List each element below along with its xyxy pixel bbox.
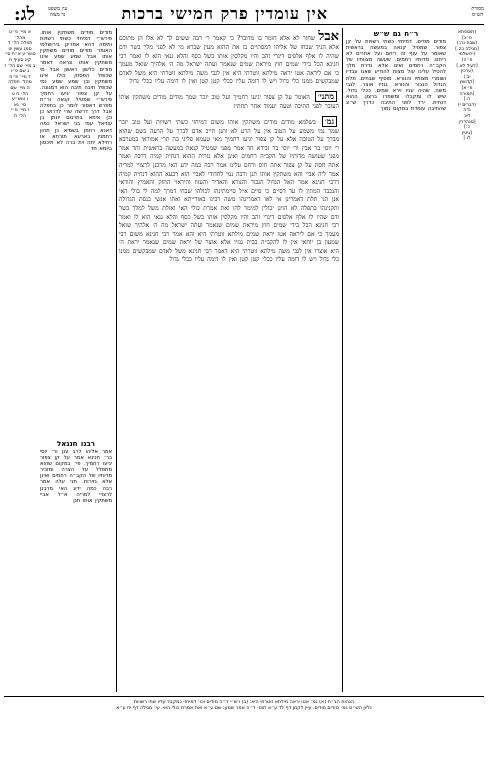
gemara-line: דאמר רבי חנינא משל לאדם שמבקשים ממנו [119,247,228,255]
masoret-reference: [סנהדרין [458,119,476,125]
rashi-line: שאנו עבדיו ושומרי מצותיו [346,69,446,82]
ein-mishpat-entry: הל׳ ח [14,113,26,119]
rabbenu-chananel-line: למריה [67,491,91,498]
rabbenu-chananel-heading: רבנו חננאל [57,440,95,448]
tosafot-commentary [40,30,112,430]
ein-mishpat-entry: סמג עשין יט [8,46,32,52]
ein-mishpat-entry: טוש״ע א״ח סי׳ [4,52,36,58]
gemara-line: לפני מלך בשר ודם שהיה לו אלף אלפים דינרי [119,44,339,60]
gemara-line: הכל בידי שמים חוץ מיראת שמים שנאמר [202,222,312,230]
gemara-line: משל למלך בשר ודם שהיו לו אלף אלפים [119,204,339,221]
ein-mishpat-entry: ז מיי׳ פ״י [10,108,30,114]
tosafot-line: לדרוש כן וכן איתא בתרגום [40,109,112,122]
masoret-reference: (שבת נה:) [456,41,478,47]
gemara-line: משתקין אותו תנן ורבה נמי לחדודי [204,170,292,178]
rabbenu-chananel-line: א״ל אביי [40,491,68,498]
column-divider-left [116,28,117,692]
rabbenu-chananel-line: רבה כמה [80,485,112,492]
rabbenu-chananel-line: רחמיך. פי׳ [70,461,100,468]
rabbenu-chananel-line: ואינן אלא [40,473,112,486]
masoret-reference: פ״ג] [462,35,472,41]
gemara-line: דרבי חנינא אמר האל הגדול הגבור [246,179,339,187]
masoret-reference: ה.] [463,97,471,103]
gemara-line: ואמר רבי חנינא הכל בידי שמים חוץ מיראת שמים [119,52,339,69]
gemara-line: בן יוחאי אין לו להקב״ה בבית גנזיו אלא [216,239,322,247]
tosafot-line: או רחילא יתה וית ברה [40,133,112,146]
gemara-line: דאמרינן אי לאו דאמרינהו משה רבינו [205,196,304,204]
mishna-label: מתני׳ [315,91,337,102]
rashi-line: רחמים ואינו אלא גזירת מלך [346,63,424,70]
masoret-reference: פ״א] [461,85,473,91]
gemara-line: אמר מפני שעושה מדותיו של הקב״ה רחמים [119,144,339,161]
tosafot-line: אינו משתקין אותו ונראה דאמר [40,54,112,67]
rashi-line: והנורא. מוסיף שבחים. תלת [346,75,412,82]
masoret-reference: [תמורה [459,91,475,97]
rabbenu-chananel [40,440,112,690]
gemara-line: אוצרו אין לגבי משה מילתא זוטרתי היא [227,247,328,255]
gemara-line: דמיחזי כשתי רשויות ועל טוב יזכר שמך [119,118,339,135]
gemara-line: ר׳ יוסי בר אבין ור׳ יוסי בר זבידא חד אמר [230,144,339,152]
rabbenu-chananel-line: מרבנן [40,485,53,492]
footer-rule [4,696,484,697]
ein-mishpat-entry: ב מיי׳ שם הל׳ ז [4,63,36,69]
masoret-reference: [קדושין [459,80,475,86]
ein-mishpat-entry: ג שם פ״ו [10,69,30,75]
gemara-line: ששים לך לא אלו הן מתוכם אלא הגיד שבחו של [119,35,339,51]
gemara-line: באורייתא ואתו אנשי כנסת הגדולה [119,196,206,204]
tosafot-line: בתפלה אבל דרך דרשה שרי [40,103,112,116]
mishna-text: האומר על קן צפור יגיעו רחמיך ועל טוב יזכר שמך מודים מודים משתקין אותו העובר לפני התיבה וטעה יעמוד אחר תחתיו [119,93,339,110]
gemara-line: דמרך למה לי כולי האי אנן הני תלת [119,187,339,204]
masoret-reference: (דברים י) [458,102,476,108]
masoret-reference: (ערכין [461,69,473,75]
footer-note: הגהות הב״ח (א) גמ׳ אטו יראה מילתא זוטרתי היא: (ב) רש״י ד״ה מודים וכו׳ דמיחזי כמקבל עליו שתי רשויות [133,700,355,705]
rabbenu-chananel-line: הקב״ה רחמים [49,473,87,480]
page-title: אין עומדין פרק חמישי ברכות [121,4,328,23]
footer-note: גליון הש״ס גמ׳ מודים מודים. עיין לקמן דף לד ע״א תוס׳ ד״ה אמר שמע: שם ע״א ואת אמרת כולי האי. עי׳ מגילה דף יח ע״א [116,706,372,711]
rabbenu-chananel-line: במקום שהוא [40,461,71,468]
page-footer-notes [6,700,482,752]
tosafot-line: יגיעו רחמיך פירש״י שמטיל קנאה [40,90,112,104]
rabbenu-chananel-line: עלה אמר [40,479,65,486]
rabbenu-chananel-line: הצרה ומזכיר [40,467,75,474]
masoret-reference: פ״ה) [461,57,473,63]
gemara-line: ואינן אלא גזרות ההוא דנחית קמיה דרבה [130,153,238,161]
tosafot-line: לא תיכסון ביומא חד [40,139,112,152]
masoret-hashas-heading: מסורת הש״ס [471,6,484,18]
opening-word: אבל [318,30,339,44]
rabbenu-chananel-line: מדותיו של [86,473,112,480]
rashi-commentary [346,30,446,690]
tosafot-line: וכן שמע שמע נמי שכופל תיבה [40,78,112,91]
rabbenu-chananel-line: אמר אליהו לרב [68,449,112,455]
masoret-reference: [תוספתא [457,30,476,35]
gemara-line: והנורא והאדיר והעזוז והיראוי החזק [154,179,247,187]
rashi-line: כדרך ש״צ שהתיבה [346,99,446,113]
page-header [0,4,488,24]
gemara-line: לגבי משה מילתא זוטרתי היא משל לאדם שמבקשים [119,69,339,86]
header-rule [4,24,484,25]
gemara-line: על הטובה אלא על קן צפור יגיעו רחמיך [221,136,324,144]
rabbenu-chananel-line: ידע האי [52,485,81,492]
rabbenu-chananel-line: לרצויי [90,491,112,498]
ein-mishpat-entry: ה מיי׳ שם [10,85,30,91]
ein-mishpat-entry: סי׳ נא [13,102,27,108]
rabbenu-chananel-line: גזירות. תני [64,479,97,486]
tosafot-line: תיבה הוא דמגונה. על קן צפור [40,84,112,97]
rashi-line: רחמים. שעשה מצוותיו של הקב״ה [346,57,446,70]
gemara-line: אם ליראה אטו יראה מילתא זוטרתי היא אין [219,69,332,77]
ein-mishpat-entry: הל׳ ח ט [11,91,29,97]
rashi-line: מודים מודים. דמיחזי כשתי רשויות [361,39,446,45]
gemara-line: מפני שמטיל קנאה במעשה בראשית וחד [129,144,231,152]
gemara-line: והלא גנאי הוא לו ואמר רבי חנינא [119,213,339,230]
gemara-line: ורחם עלינו אמר רבה כמה ידע האי מרבנן [149,161,256,169]
gemara-line: ממנו כלי גדול ויש לו דומה עליו ככלי קטן [208,78,313,86]
gemara-line: ותקנינהו בתפלה לא הוינן יכולין [258,204,339,212]
gemara-line: שנאמר ועתה ישראל מה ה׳ אלהיך שואל מעמך כי [119,61,339,77]
masoret-reference: (ירושלמי [458,52,476,58]
gemara-line: אליהו דמסתיים בו את ההוא מעין שברא מי לא [165,44,287,51]
rashi-line: ועל אחרים לא ריחם. מדותיו [346,51,446,64]
masoret-reference: [לעיל לא.] [456,63,478,69]
gemara-line: שחור לא אלא חומר בו מדובר? כי קאמר ר׳ רבה [189,35,316,42]
rabbenu-chananel-line: מתפלל על [74,467,112,474]
gemara-line: והאמיץ והודאי והנכבד המתין לו עד דסיים [119,179,339,195]
gemara-line: אם ליראה אטו יראת שמים מילתא זוטרתי [206,230,315,238]
ein-mishpat-heading: עין משפט נר מצוה [48,6,68,18]
gemara-line: נמי משמע על הטוב אין על הרע לא ותנן [215,127,325,135]
rabbenu-chananel-line: אותו [80,497,93,504]
gemara-line: היא והא אמר רבי חנינא משום רבי שמעון [119,230,339,247]
rashi-heading: ר״ח גם ש״ש [373,30,419,38]
masoret-reference: לו.] [463,136,471,142]
gemara-line: בשלמא מודים מודים משתקין אותו משום [206,118,316,126]
masoret-reference: נדה [463,108,471,114]
tosafot-line: שכופל הפסוק כולו אינו משתקין [40,72,112,85]
ein-mishpat-entry: א מיי׳ פ״ט מהל׳ [9,30,31,41]
gemara-line: קטן ואין לו דומה עליו ככלי גדול [129,78,209,86]
rashi-line: על קן צפור. שמטיל קנאה במעשה [346,39,446,52]
gemara-label: גמ׳ [322,116,337,127]
gemara-line: לאביי הוא דבעא ההוא דנחית קמיה [119,170,205,178]
rabbenu-chananel-line: תנן [73,497,81,504]
rabbenu-chananel-line: בר׳ חנינא [83,455,112,462]
rabbenu-chananel-line: משתקין [92,497,112,504]
masoret-reference: [מגילה כה.] [455,46,479,52]
gemara-line: מאי טעמא פליגי בה תרי אמוראי במערבא [119,136,222,144]
tosafot-line: מודים מודים משתקין אותו. פירש״י [40,30,112,43]
gemara-line: ועתה ישראל מה ה׳ אלהיך שואל מעמך כי [119,222,339,238]
masoret-reference: יב:) [463,74,471,80]
tosafot-line: אמרינן בירושלמי האומר מודים [40,42,112,55]
gemara-line: אוצר של יראת שמים שנאמר יראת ה׳ היא [119,239,339,255]
gemara-line: למימר להו ואת אמרת כולי האי ואזלת [158,204,259,212]
tosafot-line: דמיחזי כשתי רשויות ותימה דהא [40,36,112,49]
ein-mishpat-entry: קיג סעיף ח [9,57,31,63]
tosafot-line: מודים כלשון ראשון אבל מי [40,66,112,73]
rashi-line: גדול. שיש לו ומקבלו [346,87,446,100]
rabbenu-chananel-line: ענן ור׳ יוסי [40,449,69,455]
rabbenu-chananel-line: צפור יגיעו [40,455,112,468]
ein-mishpat-entry: ד מיי׳ פ״ח [9,74,31,80]
gemara-line: קטן ואין לו דומה עליו ככלי גדול [169,256,249,264]
left-margin-references [4,30,36,690]
tosafot-line: כן תהון רחמנין בארעא תורתא [40,127,112,140]
rashi-line: דנחית. ירד לפני התיבה [374,99,446,106]
tosafot-line: יונתן בן עוזיאל עמי בני [40,115,112,128]
gemara-line: כלי גדול ויש לו דומה עליו ככלי קטן [248,256,339,264]
masoret-reference: [גיטין [462,130,472,136]
gemara-line: זהב והיו מקלסין אותו בשל כסף והלא גנאי הוא לו [141,52,270,60]
rashi-line: עניו וירא שמים. ככלי [356,87,414,94]
tosafot-line: מודים משתקין אותו אבל שמע שמע [40,48,112,61]
column-divider-right [342,28,343,692]
rabbenu-chananel-line: אמר על קן [50,455,84,462]
gemara-line: חייב אדם לברך על הרעה כשם שהוא מברך [119,127,339,144]
gemara-line: לרצויי למריה אמר ליה אביי והא [119,161,339,178]
tosafot-line: ישראל כמה דאנא רחמן בשמיא [40,121,112,134]
folio-number: לג: [14,4,36,25]
gemara-text [119,30,339,690]
ein-mishpat-entry: ו טוש״ע [11,97,29,103]
rashi-line: הגדול הגבור והנורא. גנזיו [373,81,446,88]
rashi-line: אוצר. לגבי משה. שהיה [346,81,446,94]
gemara-line: ואמר אתה חסת על קן צפור אתה חוס [119,153,339,169]
tosafot-line: ור״ת מפרש דאסור לומר כן [40,97,112,110]
right-margin-references [450,30,484,690]
gemara-line: דינרי זהב והיו מקלסין אותו בשל כסף [177,213,275,221]
rashi-line: עומדת במקום נמוך [380,106,426,113]
ein-mishpat-entry: תפלה הל׳ ד [7,41,33,47]
rashi-line: ומשמרו ברצון. ההוא [346,93,400,100]
rashi-line: להטיל עלינו עול מצות להודיע [371,69,446,76]
masoret-reference: כ:] [464,125,470,131]
masoret-reference: לא: [463,113,471,119]
rashi-line: בראשית שאומר על עוף זה ריחם [346,45,446,58]
ein-mishpat-entry: מהל׳ תפלה [8,80,32,86]
gemara-line: כי סיים א״ל סיימתינהו לכולהו שבחי [176,187,270,195]
